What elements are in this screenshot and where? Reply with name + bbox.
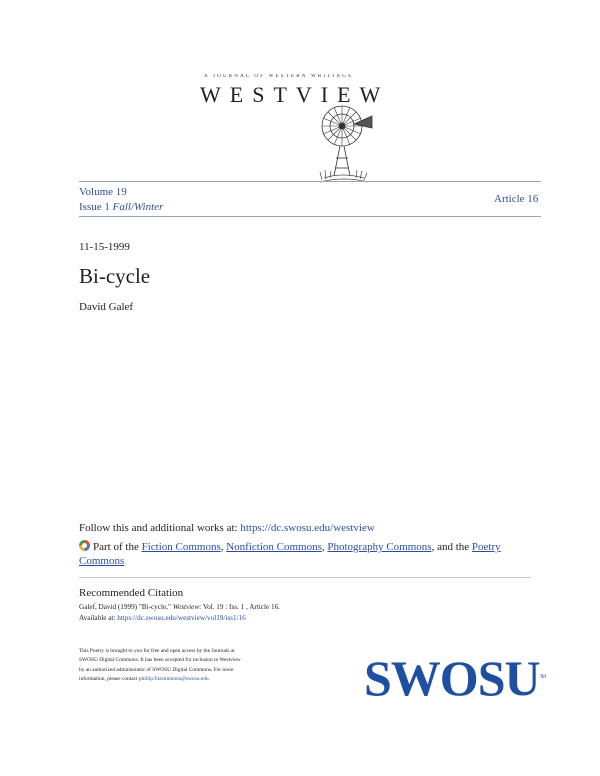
part-of-prefix: Part of the xyxy=(93,541,142,553)
section-divider xyxy=(79,577,531,578)
article-title: Bi-cycle xyxy=(79,264,151,288)
article-number-link[interactable]: Article 16 xyxy=(494,193,539,205)
citation-line-2 xyxy=(79,613,246,624)
citation-line-1 xyxy=(79,602,280,613)
access-line-4 xyxy=(79,675,241,684)
windmill-illustration-icon xyxy=(314,94,374,189)
separator-comma: , xyxy=(220,541,227,553)
contact-suffix: . xyxy=(208,676,210,683)
separator-comma: , xyxy=(321,541,328,553)
recommended-citation-heading: Recommended Citation xyxy=(79,587,184,599)
header-divider-top xyxy=(79,181,541,182)
westview-url-link[interactable]: https://dc.swosu.edu/westview xyxy=(240,522,375,534)
swosu-logo xyxy=(364,650,546,706)
issue-season[interactable]: Fall/Winter xyxy=(112,201,164,213)
contact-email-link[interactable]: phillip.fitzsimmons@swosu.edu xyxy=(138,676,209,683)
access-line-2: SWOSU Digital Commons. It has been accepted for inclusion in Westview xyxy=(79,657,241,664)
issue-link[interactable] xyxy=(79,201,163,213)
and-the-text: , and the xyxy=(431,541,472,553)
citation-text: Galef, David (1999) "Bi-cycle," xyxy=(79,603,173,611)
contact-text: information, please contact xyxy=(79,676,139,683)
publication-date: 11-15-1999 xyxy=(79,241,130,253)
masthead-tagline: A JOURNAL OF WESTERN WRITINGS xyxy=(204,74,353,79)
fiction-commons-link[interactable]: Fiction Commons xyxy=(141,541,221,553)
masthead-title: WESTVIEW xyxy=(200,82,390,107)
available-at-text: Available at: xyxy=(79,614,118,622)
commons-network-icon xyxy=(79,540,90,551)
swosu-logo-text: SWOSU xyxy=(364,650,540,706)
author-name: David Galef xyxy=(79,301,134,313)
citation-journal: Westview xyxy=(172,603,200,611)
issue-number[interactable]: Issue 1 xyxy=(79,201,110,213)
header-divider-bottom xyxy=(79,216,541,217)
westview-masthead xyxy=(196,74,390,184)
photography-commons-link[interactable]: Photography Commons xyxy=(327,541,432,553)
citation-volume: : Vol. 19 : Iss. 1 , Article 16. xyxy=(199,603,280,611)
follow-line xyxy=(79,522,375,534)
follow-text: Follow this and additional works at: xyxy=(79,522,241,534)
poetry-commons-link[interactable]: Poetry Commons xyxy=(79,541,501,567)
access-line-1: This Poetry is brought to you for free and open access by the Journals at xyxy=(79,648,235,654)
access-line-3: by an authorized administrator of SWOSU Digital Commons. For more xyxy=(79,666,234,673)
access-statement xyxy=(79,647,241,685)
trademark-mark: TM xyxy=(539,675,546,680)
part-of-commons xyxy=(79,540,519,568)
nonfiction-commons-link[interactable]: Nonfiction Commons xyxy=(226,541,322,553)
article-url-link[interactable]: https://dc.swosu.edu/westview/vol19/iss1/16 xyxy=(117,614,246,622)
volume-link[interactable]: Volume 19 xyxy=(79,186,127,198)
